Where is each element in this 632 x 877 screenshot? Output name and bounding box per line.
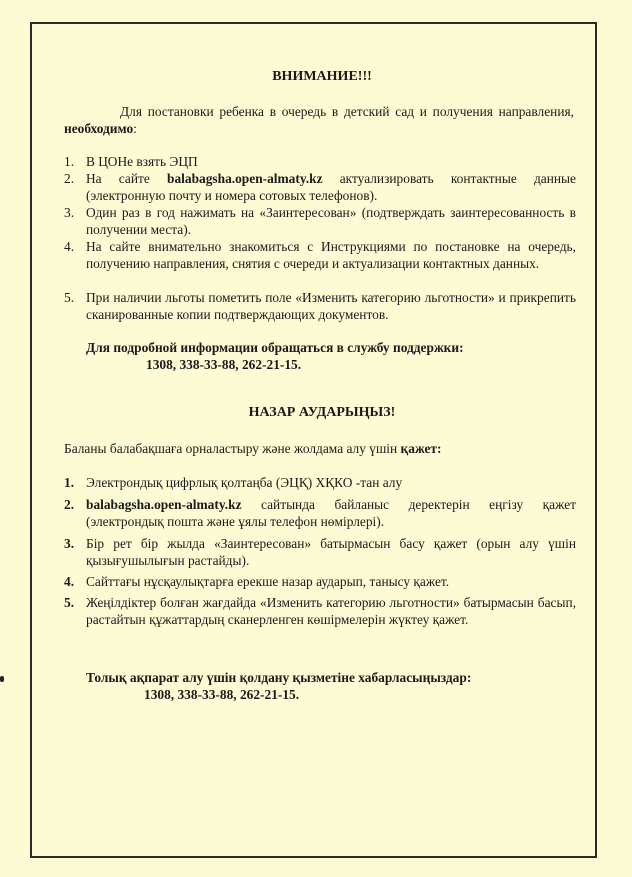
list-number: 4. [64,239,75,254]
kz-contact-phones: 1308, 338-33-88, 262-21-15. [144,687,300,702]
ru-list-item-5 [64,289,576,323]
item-text: Один раз в год нажимать на «Заинтересован» (подтверждать заинтересованность в получении места). [86,205,576,237]
kz-contact-heading: Толық ақпарат алу үшін қолдану қызметіне хабарласыңыздар: [86,670,472,685]
list-number: 3. [64,536,75,551]
list-number: 2. [64,171,75,186]
kz-intro-bold: қажет: [400,441,442,456]
item-text: Жеңілдіктер болған жағдайда «Изменить категорию льготности» батырмасын басып, растайтын құжаттардың сканерленген көшірмелерін жүктеу қажет. [86,595,576,627]
ru-list-item-2 [64,170,576,204]
list-number: 5. [64,290,75,305]
kz-title: НАЗАР АУДАРЫҢЫЗ! [248,405,396,420]
scan-mark [0,676,4,682]
ru-contact-heading: Для подробной информации обращаться в службу поддержки: [86,340,464,355]
kz-list-item-3 [64,535,576,569]
ru-intro-text: Для постановки ребенка в очередь в детский сад и получения направления, [120,104,574,119]
kz-intro [64,440,574,457]
list-number: 1. [64,475,75,490]
kz-list-item-4 [64,573,576,590]
list-number: 4. [64,574,75,589]
kz-list-item-5 [64,594,576,628]
kz-intro-text: Баланы балабақшаға орналастыру және жолдама алу үшін [64,441,398,456]
list-number: 3. [64,205,75,220]
ru-list-item-4 [64,238,576,272]
ru-intro [64,103,574,137]
item-text: В ЦОНе взять ЭЦП [86,154,198,169]
ru-title: ВНИМАНИЕ!!! [272,69,372,84]
ru-list-item-3 [64,204,576,238]
kz-list-item-1 [64,474,576,491]
site-url: balabagsha.open-almaty.kz [86,497,242,512]
item-text: Бір рет бір жылда «Заинтересован» батырмасын басу қажет (орын алу үшін қызығушылығын растайды). [86,536,576,568]
item-text: Электрондық цифрлық қолтаңба (ЭЦҚ) ХҚКО -тан алу [86,475,403,490]
ru-contact-phones: 1308, 338-33-88, 262-21-15. [146,357,302,372]
item-text: При наличии льготы пометить поле «Изменить категорию льготности» и прикрепить сканированные копии подтверждающих документов. [86,290,576,322]
item-text: сайтында байланыс деректерін еңгізу қажет (электрондық пошта және ұялы телефон нөмірлері). [86,497,576,529]
site-url: balabagsha.open-almaty.kz [167,171,323,186]
item-text: На сайте [86,171,168,186]
list-number: 5. [64,595,75,610]
list-number: 1. [64,154,75,169]
list-number: 2. [64,497,75,512]
item-text: актуализировать контактные данные (электронную почту и номера сотовых телефонов). [86,171,576,203]
kz-list-item-2 [64,496,576,530]
item-text: Сайттағы нұсқаулықтарға ерекше назар аударып, танысу қажет. [86,574,450,589]
ru-intro-end: : [133,121,137,136]
ru-list-item-1 [64,153,576,170]
ru-intro-bold: необходимо [64,121,134,136]
item-text: На сайте внимательно знакомиться с Инструкциями по постановке на очередь, получению направления, снятия с очереди и актуализации контактных данных. [86,239,576,271]
